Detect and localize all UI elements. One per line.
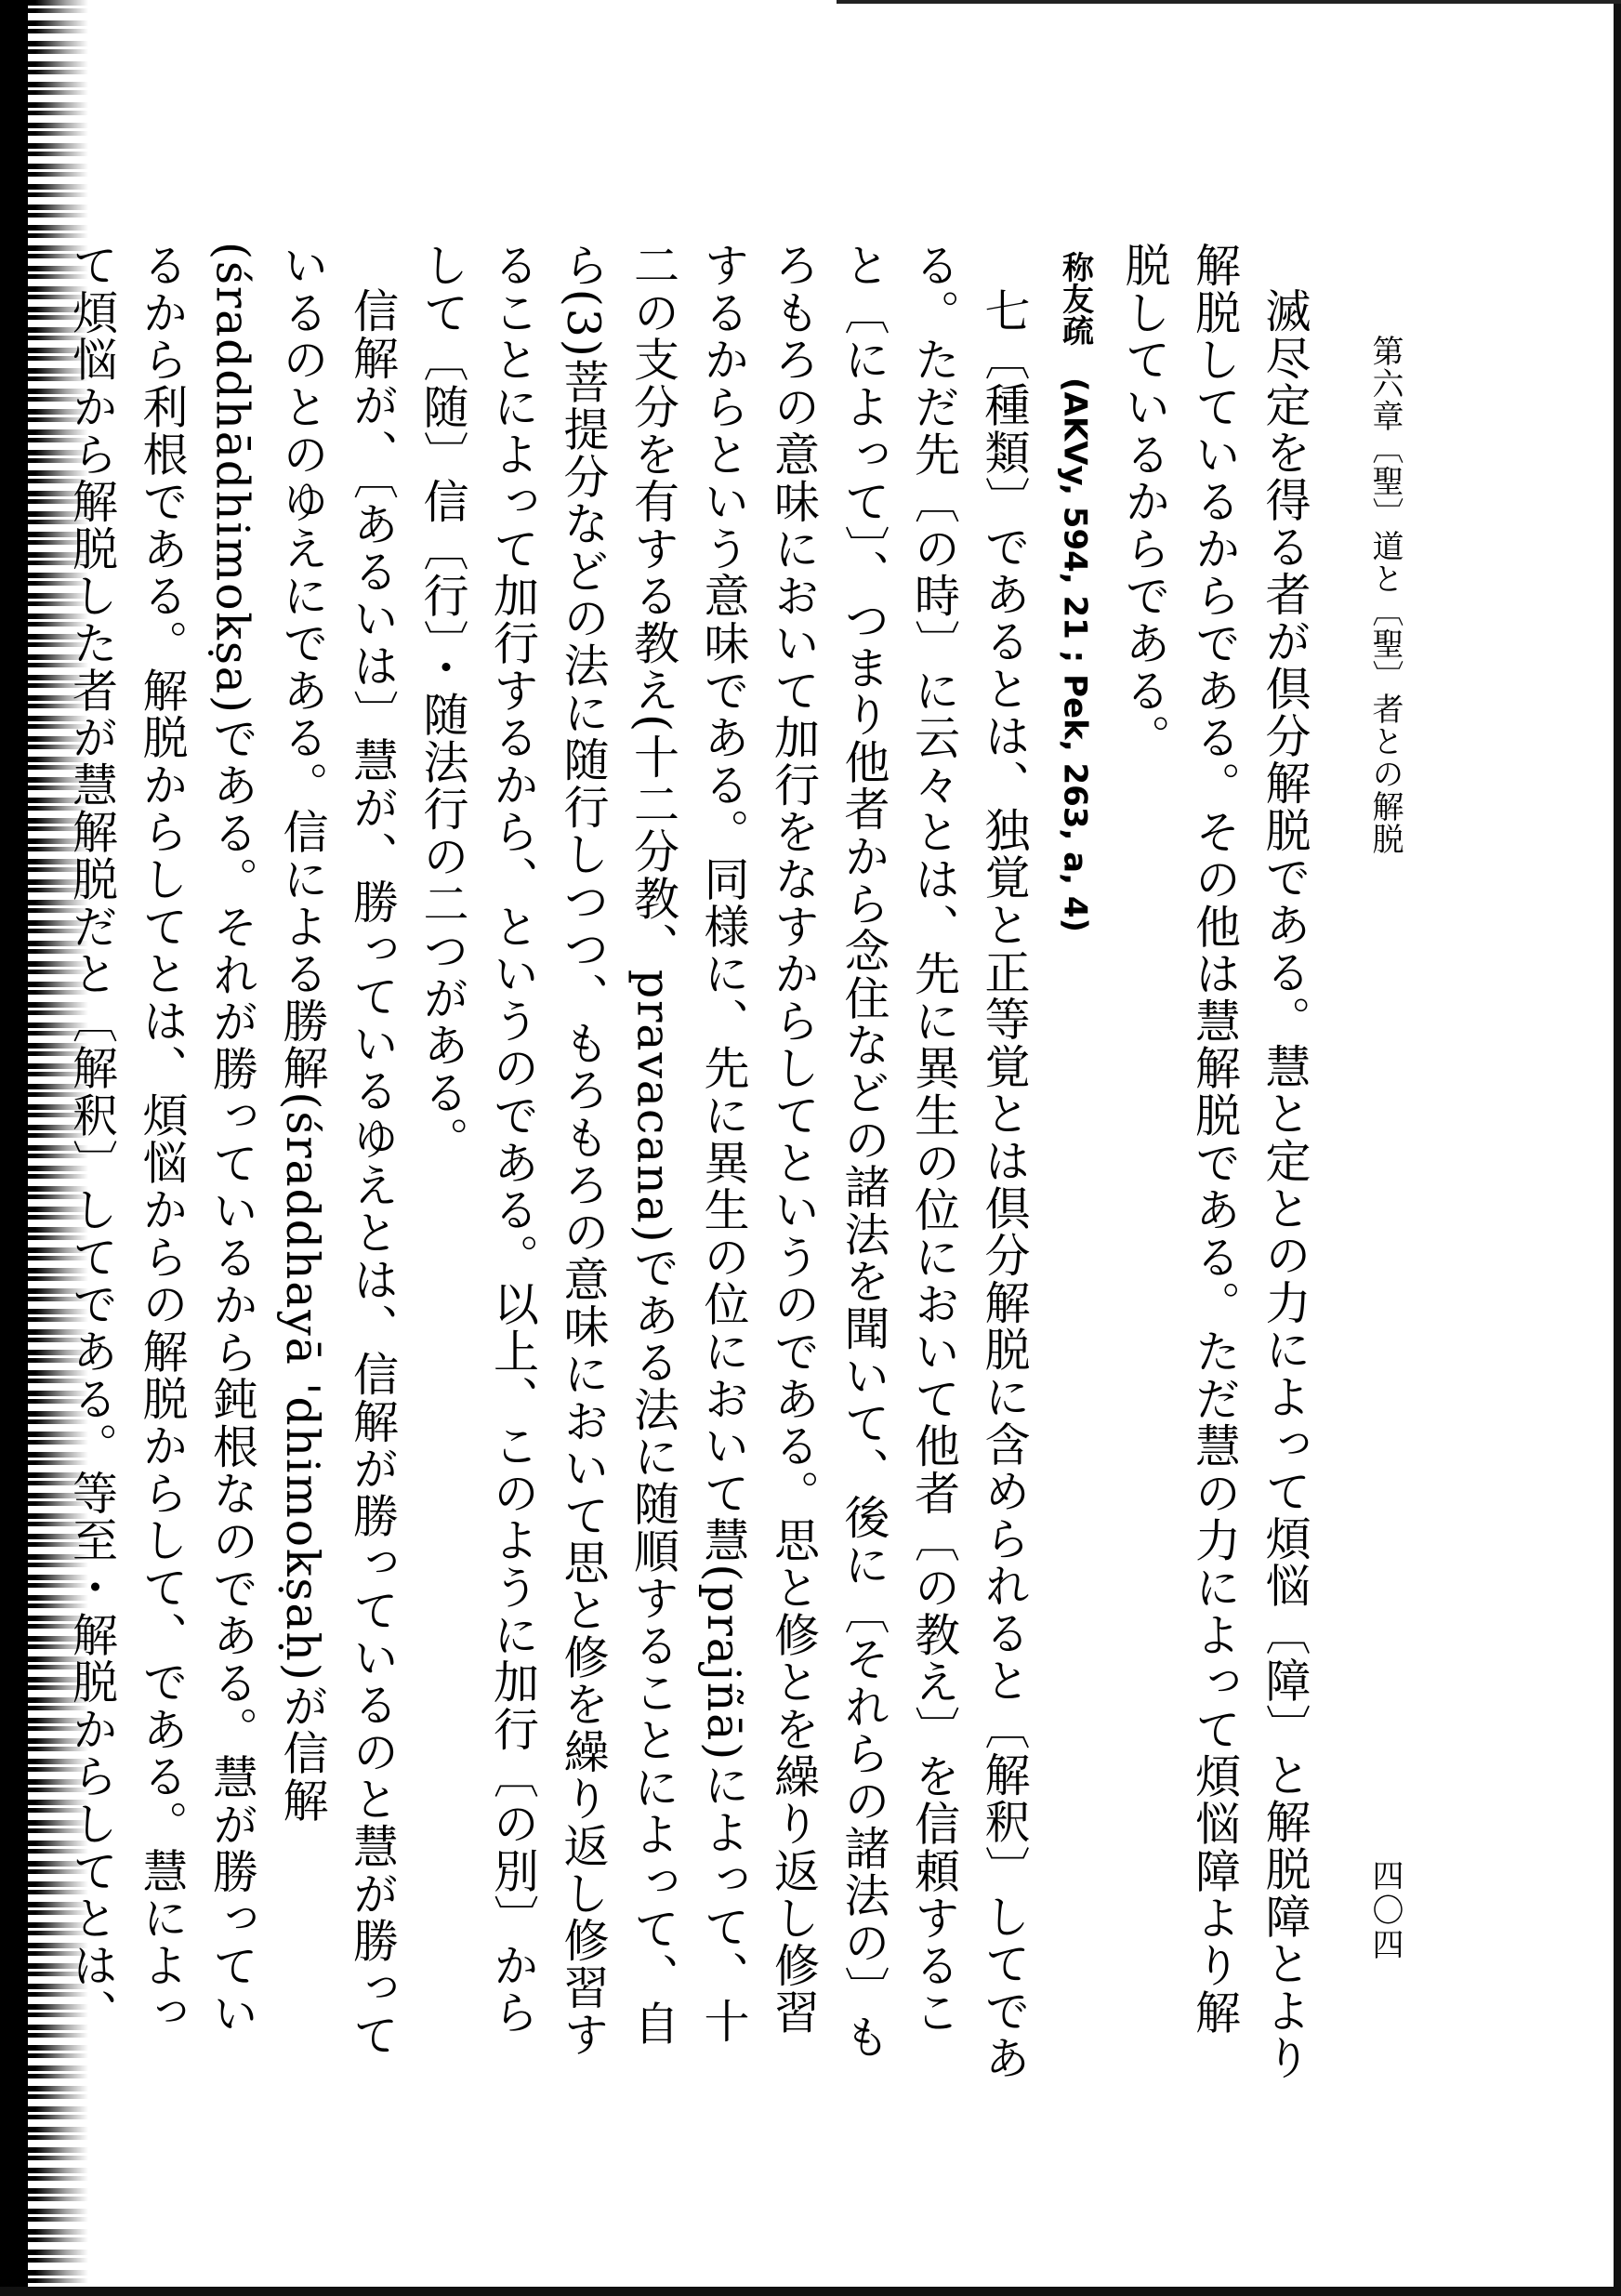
scan-edge-dark <box>0 0 28 2296</box>
page-right-edge <box>1614 0 1621 2296</box>
paragraph-1: 滅尽定を得る者が倶分解脱である。慧と定との力によって煩悩〔障〕と解脱障とより解脱しているからである。その他は慧解脱である。ただ慧の力によって煩悩障より解脱しているからである。 <box>1118 242 1311 2082</box>
page-number: 四〇四 <box>1366 1859 1404 1962</box>
paragraph-3: 信解が、〔あるいは〕慧が、勝っているゆえとは、信解が勝っているのと慧が勝っているのとのゆえにである。信による勝解(śraddhayā 'dhimokṣaḥ)が信解(śraddhādhimokṣa)である。それが勝っているから鈍根なのである。慧が勝っているから利根である。解脱からしてとは、煩悩からの解脱からして、である。慧によって煩悩から解脱した者が慧解脱だと〔解釈〕してである。等至・解脱からしてとは、 <box>65 242 400 2059</box>
paragraph-2: 七〔種類〕であるとは、独覚と正等覚とは倶分解脱に含められると〔解釈〕してである。ただ先〔の時〕に云々とは、先に異生の位において他者〔の教え〕を信頼すること〔によって〕、つまり他者から念住などの諸法を聞いて、後に〔それらの諸法の〕もろもろの意味において加行をなすからしてというのである。思と修とを繰り返し修習するからという意味である。同様に、先に異生の位において慧(prajñā)によって、十二の支分を有する教え(十二分教、pravacana)である法に随順することによって、自ら(3)菩提分などの法に随行しつつ、もろもろの意味において思と修を繰り返し修習することによって加行するから、というのである。以上、このように加行〔の別〕からして〔随〕信〔行〕・随法行の二つがある。 <box>416 242 1031 2082</box>
body-text <box>65 242 1320 2082</box>
page-top-edge <box>837 0 1621 4</box>
running-header: 第六章〔聖〕道と〔聖〕者との解脱 <box>1366 335 1404 855</box>
commentary-source-heading: 称友疏 (AKVy, 594, 21 ; Pek, 263, a, 4) <box>1056 251 1094 933</box>
page-bottom-edge <box>0 2287 1621 2296</box>
